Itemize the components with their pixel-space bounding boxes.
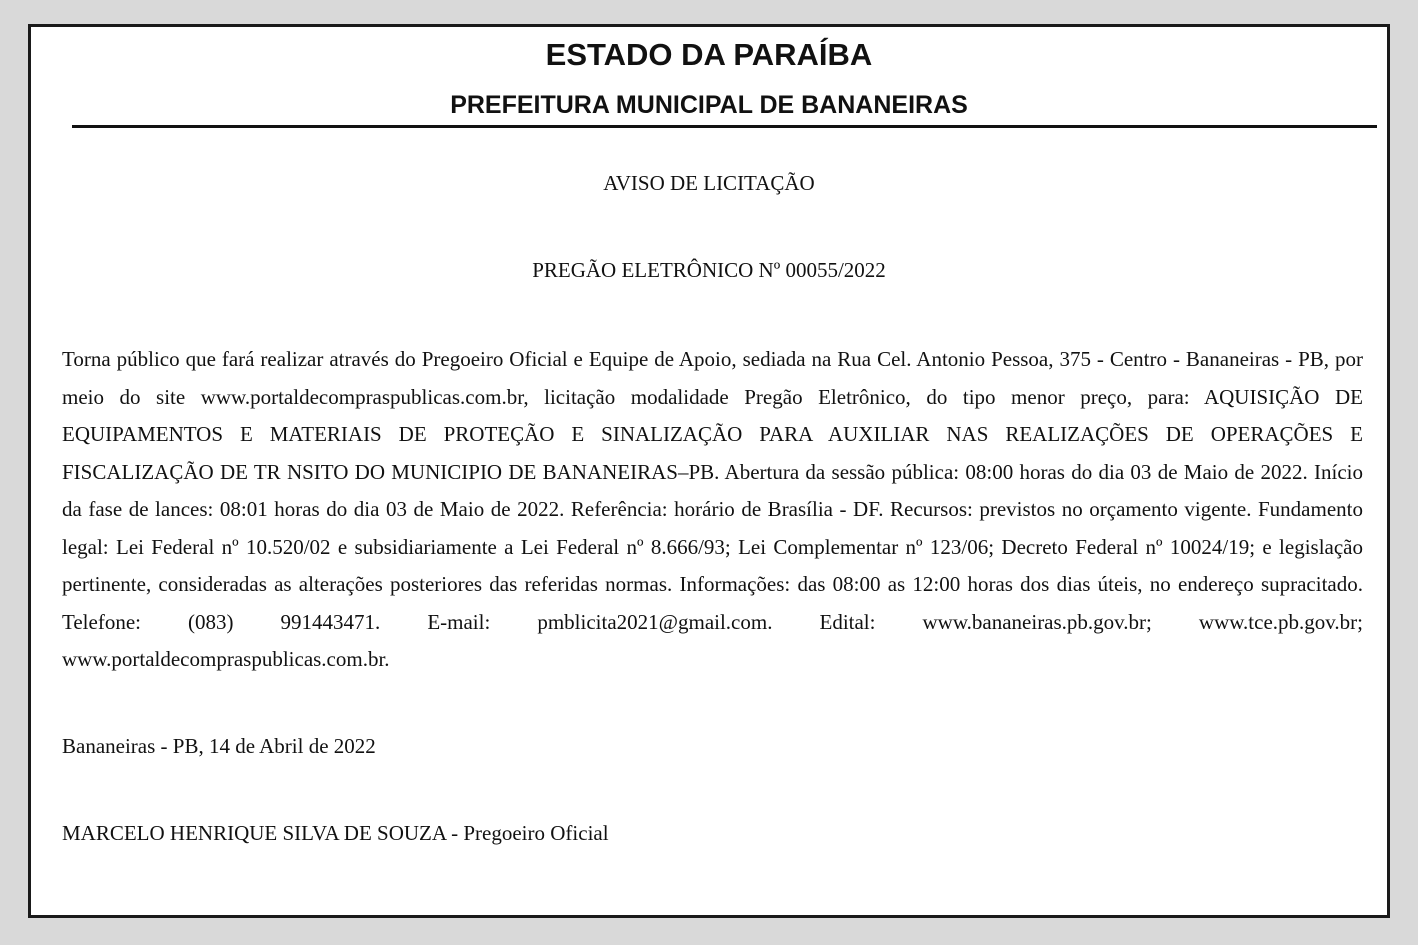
notice-title: AVISO DE LICITAÇÃO xyxy=(603,171,815,195)
place-date: Bananeiras - PB, 14 de Abril de 2022 xyxy=(62,734,376,758)
bid-number: PREGÃO ELETRÔNICO Nº 00055/2022 xyxy=(532,258,886,282)
signatory: MARCELO HENRIQUE SILVA DE SOUZA - Pregoeiro Oficial xyxy=(62,821,609,845)
state-name: ESTADO DA PARAÍBA xyxy=(545,37,873,72)
notice-frame xyxy=(28,24,1390,918)
prefecture-name: PREFEITURA MUNICIPAL DE BANANEIRAS xyxy=(450,91,968,119)
notice-body: Torna público que fará realizar através do Pregoeiro Oficial e Equipe de Apoio, sediada na Rua Cel. Antonio Pessoa, 375 - Centro - Bananeiras - PB, por meio do site www.portaldecompraspublicas.com.br, licitação modalidade Pregão Eletrônico, do tipo menor preço, para: AQUISIÇÃO DE EQUIPAMENTOS E MATERIAIS DE PROTEÇÃO E SINALIZAÇÃO PARA AUXILIAR NAS REALIZAÇÕES DE OPERAÇÕES E FISCALIZAÇÃO DE TR NSITO DO MUNICIPIO DE BANANEIRAS–PB. Abertura da sessão pública: 08:00 horas do dia 03 de Maio de 2022. Início da fase de lances: 08:01 horas do dia 03 de Maio de 2022. Referência: horário de Brasília - DF. Recursos: previstos no orçamento vigente. Fundamento legal: Lei Federal nº 10.520/02 e subsidiariamente a Lei Federal nº 8.666/93; Lei Complementar nº 123/06; Decreto Federal nº 10024/19; e legislação pertinente, consideradas as alterações posteriores das referidas normas. Informações: das 08:00 as 12:00 horas dos dias úteis, no endereço supracitado. Telefone: (083) 991443471. E-mail: pmblicita2021@gmail.com. Edital: www.bananeiras.pb.gov.br; www.tce.pb.gov.br; www.portaldecompraspublicas.com.br. xyxy=(62,347,1363,671)
header-divider xyxy=(72,125,1377,128)
